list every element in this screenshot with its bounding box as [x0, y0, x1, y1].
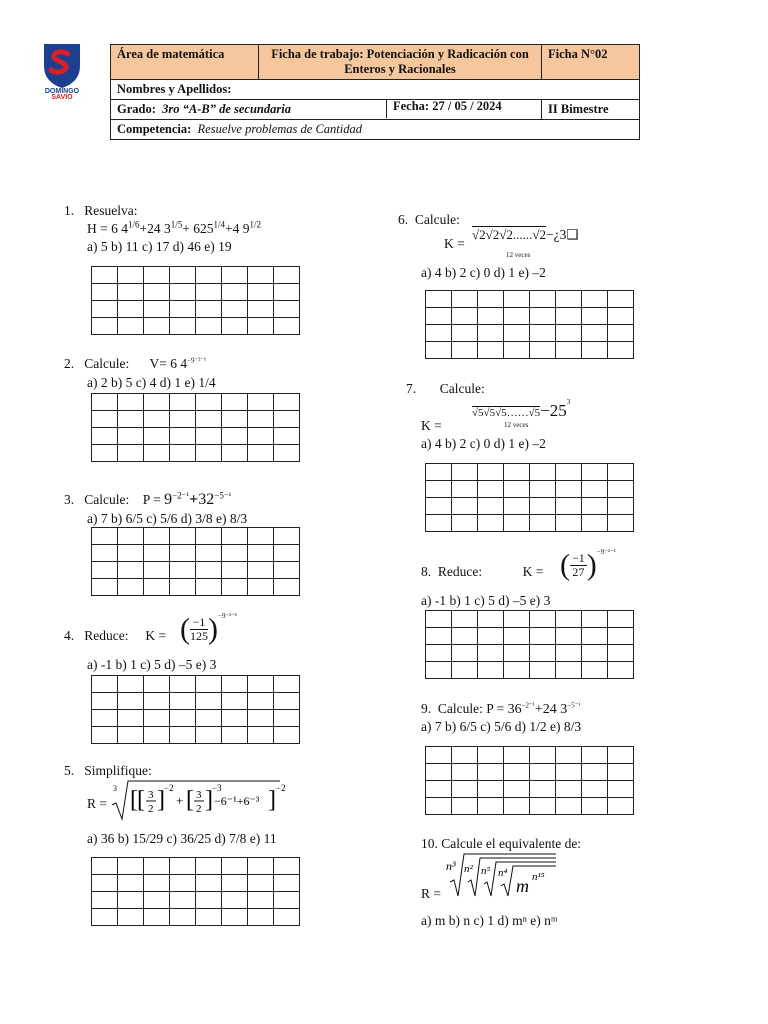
- question-10: 10. Calcule el equivalente de:: [421, 836, 582, 851]
- question-8-options: a) -1 b) 1 c) 5 d) –5 e) 3: [421, 593, 551, 608]
- question-4-fraction: ( $\frac{-1}{125}$ )$^{-9^{-2-1}}$: [180, 612, 238, 646]
- question-8-fraction: ( $\frac{-1}{27}$ )$^{-9^{-2-1}}$: [560, 548, 616, 582]
- svg-text:[: [: [137, 787, 145, 813]
- svg-text:3: 3: [196, 789, 202, 801]
- svg-text:]: ]: [157, 787, 165, 813]
- answer-grid-1[interactable]: [91, 266, 300, 335]
- competencia-cell: Competencia: Resuelve problemas de Cantidad: [111, 120, 640, 140]
- question-7-options: a) 4 b) 2 c) 0 d) 1 e) –2: [421, 436, 546, 451]
- svg-text:−2: −2: [164, 783, 174, 793]
- question-5-radical: [110, 777, 290, 823]
- answer-grid-6[interactable]: [425, 290, 634, 359]
- grado-cell: Grado: 3ro “A-B” de secundaria Fecha: 27 / 05 / 2024: [111, 100, 542, 120]
- answer-grid-4[interactable]: [91, 675, 300, 744]
- svg-text:−2: −2: [276, 783, 286, 793]
- logo-text-1: DOMINGO: [44, 88, 80, 95]
- names-cell: Nombres y Apellidos:: [111, 80, 640, 100]
- fecha-cell: Fecha: 27 / 05 / 2024: [386, 99, 502, 118]
- question-9: 9. Calcule: $P = 36^{-2^{-1}}+24$ $3^{-5^{-1}}$: [421, 701, 581, 717]
- svg-text:3: 3: [113, 784, 117, 793]
- question-6: 6. Calcule:: [398, 212, 460, 227]
- question-1: 1. Resuelva:: [64, 203, 138, 218]
- question-3-options: a) 7 b) 6/5 c) 5/6 d) 3/8 e) 8/3: [87, 511, 248, 526]
- question-9-options: a) 7 b) 6/5 c) 5/6 d) 1/2 e) 8/3: [421, 719, 582, 734]
- answer-grid-7[interactable]: [425, 463, 634, 532]
- question-2: 2. Calcule: V= 6 $4^{-9^{-2-1}}$: [64, 356, 207, 371]
- question-7-expression: $√5√5√5\dots\dots√5-25^3$: [472, 398, 571, 420]
- answer-grid-3[interactable]: [91, 527, 300, 596]
- svg-text:3: 3: [148, 789, 154, 801]
- svg-text:n⁵: n⁵: [481, 865, 491, 877]
- question-10-options: a) m b) n c) 1 d) mⁿ e) nᵐ: [421, 913, 558, 928]
- question-7: 7. Calcule:: [406, 381, 485, 396]
- answer-grid-9[interactable]: [425, 746, 634, 815]
- svg-text:[: [: [186, 787, 194, 813]
- question-5: 5. Simplifique:: [64, 763, 152, 778]
- school-logo: [34, 40, 90, 101]
- question-10-nested-radical: [444, 852, 564, 900]
- question-1-options: a) 5 b) 11 c) 17 d) 46 e) 19: [87, 239, 232, 254]
- bimestre-cell: II Bimestre: [542, 100, 640, 120]
- svg-text:n²: n²: [464, 863, 473, 875]
- question-6-note: 12 veces: [506, 251, 531, 259]
- question-6-expression: √2√2√2......√2−¿3❑: [472, 227, 579, 242]
- header-table: [110, 44, 640, 140]
- svg-text:]: ]: [268, 787, 276, 813]
- svg-text:+: +: [176, 793, 184, 808]
- svg-text:−6⁻¹+6⁻³: −6⁻¹+6⁻³: [214, 794, 260, 808]
- question-5-options: a) 36 b) 15/29 c) 36/25 d) 7/8 e) 11: [87, 831, 277, 846]
- question-6-options: a) 4 b) 2 c) 0 d) 1 e) –2: [421, 265, 546, 280]
- ficha-number-cell: Ficha N°02: [542, 45, 640, 80]
- question-4: 4. Reduce: K =: [64, 628, 167, 643]
- svg-text:n⁴: n⁴: [498, 867, 508, 879]
- svg-text:2: 2: [148, 803, 154, 815]
- question-7-label: K =: [421, 418, 442, 433]
- svg-text:2: 2: [196, 803, 202, 815]
- answer-grid-8[interactable]: [425, 610, 634, 679]
- question-3: 3. Calcule: $P = 9^{-2^{-1}}+32^{-5^{-1}}$: [64, 490, 232, 508]
- question-2-options: a) 2 b) 5 c) 4 d) 1 e) 1/4: [87, 375, 216, 390]
- question-1-expression: H = 6 $4^{1/6}+24$ $3^{1/5}+ 625^{1/4}+4$ $9^{1/2}$: [87, 219, 262, 236]
- question-5-label: R =: [87, 796, 107, 811]
- logo-text-2: SAVIO: [51, 94, 73, 101]
- question-10-label: R =: [421, 886, 441, 901]
- area-cell: Área de matemática: [111, 45, 259, 80]
- svg-text:n³: n³: [446, 859, 456, 873]
- ficha-title-cell: Ficha de trabajo: Potenciación y Radicación con Enteros y Racionales: [259, 45, 542, 80]
- question-6-label: K =: [444, 236, 465, 251]
- shield-logo-icon: [34, 40, 90, 96]
- svg-text:−3: −3: [212, 783, 222, 793]
- svg-text:[: [: [130, 787, 138, 813]
- answer-grid-5[interactable]: [91, 857, 300, 926]
- question-7-note: 12 veces: [504, 421, 529, 429]
- answer-grid-2[interactable]: [91, 393, 300, 462]
- svg-text:n¹⁵: n¹⁵: [532, 871, 545, 883]
- question-8: 8. Reduce: K =: [421, 564, 544, 579]
- svg-text:]: ]: [205, 787, 213, 813]
- svg-text:m: m: [516, 876, 529, 896]
- question-4-options: a) -1 b) 1 c) 5 d) –5 e) 3: [87, 657, 217, 672]
